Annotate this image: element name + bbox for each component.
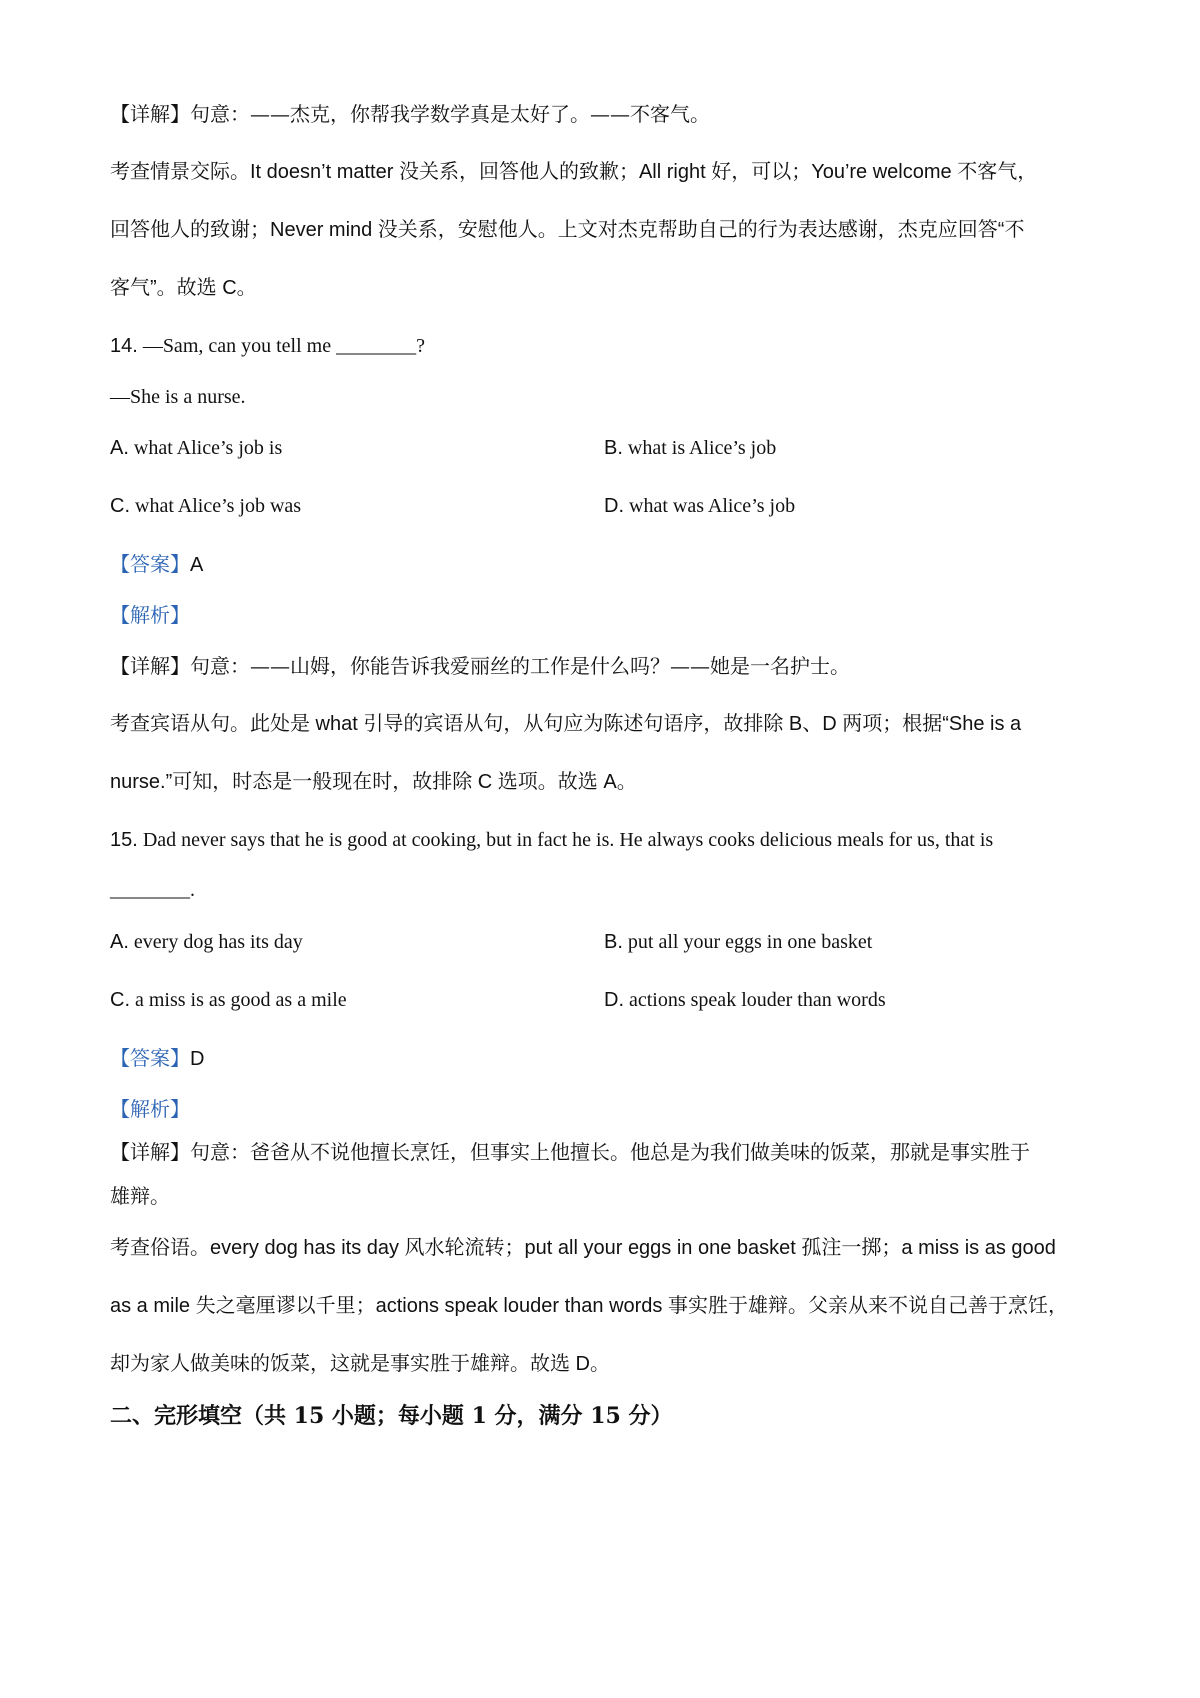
option-text: what is Alice’s job — [627, 437, 777, 459]
q13-detail-line-4: 客气”。故选 C。 — [110, 277, 257, 299]
q15-detail-line-2: 雄辩。 — [110, 1184, 170, 1208]
option-text: every dog has its day — [133, 931, 303, 953]
q15-stem-row — [110, 826, 1100, 854]
answer-label: 【答案】 — [110, 1046, 190, 1070]
option-letter: A. — [110, 931, 129, 953]
q13-detail-line-2: 考查情景交际。It doesn’t matter 没关系，回答他人的致歉；All right 好，可以；You’re welcome 不客气， — [110, 161, 1038, 183]
option-letter: D. — [604, 989, 624, 1011]
q14-detail-line-1: 【详解】句意：——山姆，你能告诉我爱丽丝的工作是什么吗？——她是一名护士。 — [110, 654, 850, 678]
option-text: a miss is as good as a mile — [135, 989, 347, 1011]
q15-detail-line-5: 却为家人做美味的饭菜，这就是事实胜于雄辩。故选 D。 — [110, 1353, 610, 1375]
q14-analysis-label: 【解析】 — [110, 603, 190, 627]
q15-option-d — [604, 986, 1084, 1014]
q13-detail-line-1: 【详解】句意：——杰克，你帮我学数学真是太好了。——不客气。 — [110, 102, 710, 126]
q15-blank: ________. — [110, 879, 195, 901]
q14-reply: —She is a nurse. — [110, 386, 246, 408]
answer-value: D — [190, 1048, 205, 1070]
option-letter: C. — [110, 495, 130, 517]
q14-stem: —Sam, can you tell me ________? — [142, 335, 425, 357]
option-letter: D. — [604, 495, 624, 517]
option-text: actions speak louder than words — [629, 989, 886, 1011]
option-text: what Alice’s job was — [135, 495, 302, 517]
q15-number: 15. — [110, 829, 138, 851]
q15-answer-row — [110, 1044, 1100, 1073]
section-heading: 二、完形填空（共 15 小题；每小题 1 分，满分 15 分） — [110, 1403, 673, 1429]
q14-number: 14. — [110, 335, 138, 357]
q14-option-b — [604, 434, 1084, 462]
q14-stem-row — [110, 332, 1100, 360]
option-letter: C. — [110, 989, 130, 1011]
q15-analysis-label: 【解析】 — [110, 1097, 190, 1121]
option-text: what Alice’s job is — [133, 437, 283, 459]
q14-detail-line-2: 考查宾语从句。此处是 what 引导的宾语从句，从句应为陈述句语序，故排除 B、D 两项；根据“She is a — [110, 713, 1022, 735]
q15-option-b — [604, 928, 1084, 956]
option-letter: A. — [110, 437, 129, 459]
option-letter: B. — [604, 437, 623, 459]
q15-stem: Dad never says that he is good at cooking, but in fact he is. He always cooks delicious meals for us, that is — [142, 829, 994, 851]
q15-detail-line-1: 【详解】句意：爸爸从不说他擅长烹饪，但事实上他擅长。他总是为我们做美味的饭菜，那就是事实胜于 — [110, 1140, 1030, 1164]
q14-detail-line-3: nurse.”可知，时态是一般现在时，故排除 C 选项。故选 A。 — [110, 771, 637, 793]
option-text: put all your eggs in one basket — [627, 931, 873, 953]
option-text: what was Alice’s job — [629, 495, 796, 517]
q15-detail-line-3: 考查俗语。every dog has its day 风水轮流转；put all your eggs in one basket 孤注一掷；a miss is as good — [110, 1237, 1056, 1259]
q15-detail-line-4: as a mile 失之毫厘谬以千里；actions speak louder than words 事实胜于雄辩。父亲从来不说自己善于烹饪， — [110, 1295, 1068, 1317]
answer-value: A — [190, 554, 204, 576]
q14-answer-row — [110, 550, 1100, 579]
q13-detail-line-3: 回答他人的致谢；Never mind 没关系，安慰他人。上文对杰克帮助自己的行为表达感谢，杰克应回答“不 — [110, 219, 1025, 241]
answer-label: 【答案】 — [110, 552, 190, 576]
q14-option-d — [604, 492, 1084, 520]
option-letter: B. — [604, 931, 623, 953]
